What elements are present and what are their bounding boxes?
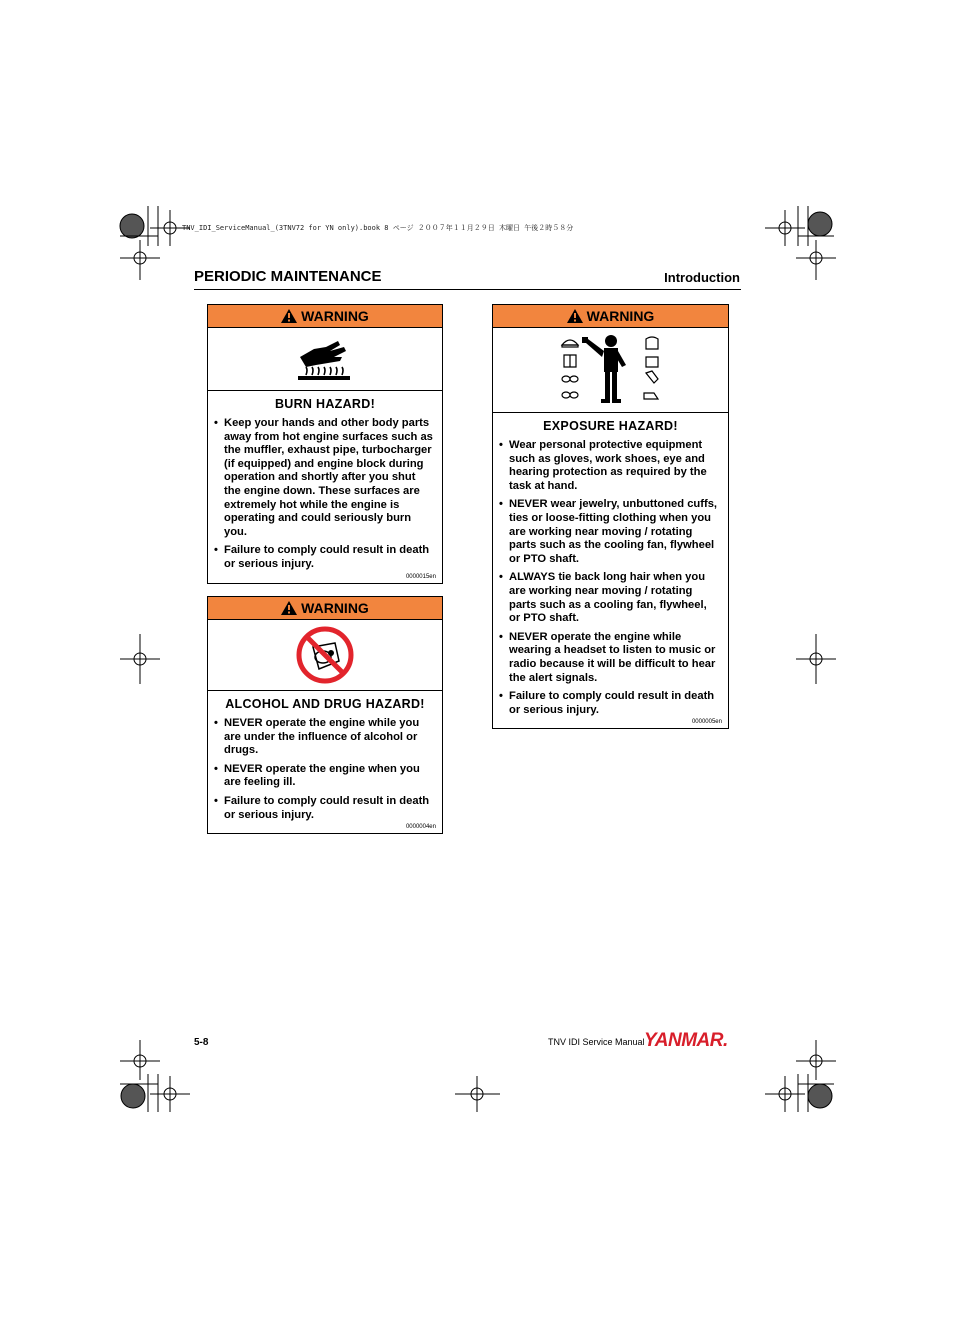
label-code: 0000005en	[691, 719, 722, 725]
bullet-item: • Failure to comply could result in death or serious injury.	[224, 544, 434, 571]
warning-label: WARNING	[301, 308, 369, 324]
print-info-line: TNV_IDI_ServiceManual_(3TNV72 for YN only).book 8 ページ ２００７年１１月２９日 木曜日 午後２時５８分	[182, 224, 574, 232]
hazard-bullets	[493, 439, 728, 717]
warning-triangle-icon	[567, 309, 583, 323]
exposure-pictogram	[493, 328, 728, 413]
section-title: PERIODIC MAINTENANCE	[194, 268, 382, 285]
hazard-title: ALCOHOL AND DRUG HAZARD!	[225, 697, 425, 711]
hazard-bullets	[208, 717, 442, 822]
warning-triangle-icon	[281, 601, 297, 615]
bullet-item: • NEVER operate the engine while you are under the influence of alcohol or drugs.	[224, 717, 434, 758]
bullet-item: • Wear personal protective equipment such as gloves, work shoes, eye and hearing protection as required by the task at hand.	[509, 439, 720, 493]
warning-bar	[493, 305, 728, 328]
bullet-item: • Failure to comply could result in death or serious injury.	[509, 690, 720, 717]
burn-hazard-panel	[207, 304, 443, 584]
bullet-item: • Keep your hands and other body parts away from hot engine surfaces such as the muffler, exhaust pipe, turbocharger (if equipped) and engine block during operation and shortly after you shut the engine down. These surfaces are extremely hot while the engine is operating and could seriously burn you.	[224, 417, 434, 539]
alcohol-pictogram	[208, 620, 442, 691]
hazard-title: BURN HAZARD!	[274, 397, 376, 411]
warning-triangle-icon	[281, 309, 297, 323]
warning-bar	[208, 305, 442, 328]
hazard-title: EXPOSURE HAZARD!	[543, 419, 678, 433]
exposure-hazard-panel	[492, 304, 729, 729]
warning-label: WARNING	[301, 600, 369, 616]
subsection-title: Introduction	[664, 270, 740, 285]
alcohol-drug-hazard-panel	[207, 596, 443, 834]
hazard-bullets	[208, 417, 442, 572]
bullet-item: • NEVER operate the engine when you are feeling ill.	[224, 763, 434, 790]
no-alcohol-drugs-icon	[295, 625, 355, 685]
manual-title: TNV IDI Service Manual	[548, 1037, 645, 1047]
protective-equipment-icon	[556, 333, 666, 407]
label-code: 0000015en	[405, 574, 436, 580]
label-code: 0000004en	[405, 824, 436, 830]
bullet-item: • ALWAYS tie back long hair when you are working near moving / rotating parts such as a cooling fan, flywheel, or PTO shaft.	[509, 571, 720, 625]
yanmar-logo: YANMAR.	[644, 1030, 728, 1051]
hot-surface-hand-icon	[294, 337, 356, 381]
bullet-item: • NEVER wear jewelry, unbuttoned cuffs, ties or loose-fitting clothing when you are working near moving / rotating parts such as the cooling fan, flywheel or PTO shaft.	[509, 498, 720, 566]
page-number: 5-8	[194, 1037, 209, 1048]
warning-bar	[208, 597, 442, 620]
bullet-item: • Failure to comply could result in death or serious injury.	[224, 795, 434, 822]
bullet-item: • NEVER operate the engine while wearing a headset to listen to music or radio because it will be difficult to hear the alert signals.	[509, 631, 720, 685]
warning-label: WARNING	[586, 308, 655, 324]
burn-pictogram	[208, 328, 442, 391]
header-rule	[194, 289, 741, 290]
